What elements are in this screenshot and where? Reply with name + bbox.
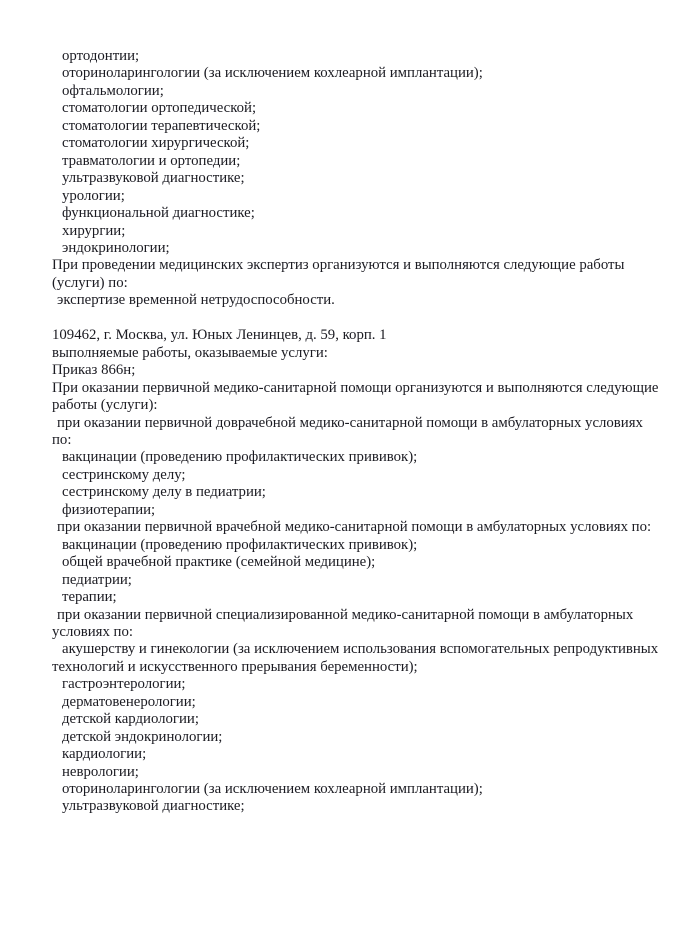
document-line: технологий и искусственного прерывания беременности); [52,658,418,675]
document-line: терапии; [62,589,117,606]
document-line: ультразвуковой диагностике; [62,798,245,815]
document-line: оториноларингологии (за исключением кохлеарной имплантации); [62,65,483,82]
document-line: ультразвуковой диагностике; [62,170,245,187]
document-line: сестринскому делу; [62,466,186,483]
document-line: неврологии; [62,763,139,780]
document-line: урологии; [62,187,125,204]
document-line: оториноларингологии (за исключением кохлеарной имплантации); [62,781,483,798]
document-line: общей врачебной практике (семейной медицине); [62,554,376,571]
document-line [52,310,671,327]
document-line: вакцинации (проведению профилактических прививок); [62,449,418,466]
document-line: физиотерапии; [62,501,156,518]
document-line: 109462, г. Москва, ул. Юных Ленинцев, д. 59, корп. 1 [52,327,387,344]
document-line: При оказании первичной медико-санитарной помощи организуются и выполняются следующие [52,379,659,396]
document-line: работы (услуги): [52,397,158,414]
document-lines [52,48,671,816]
document-line: гастроэнтерологии; [62,676,186,693]
document-line: функциональной диагностике; [62,205,255,222]
document-line: офтальмологии; [62,82,164,99]
document-line: травматологии и ортопедии; [62,152,241,169]
document-line: вакцинации (проведению профилактических прививок); [62,536,418,553]
document-line: ортодонтии; [62,48,140,64]
document-text-block [52,48,671,816]
document-line: детской эндокринологии; [62,728,223,745]
document-line: стоматологии терапевтической; [62,117,261,134]
document-line: при оказании первичной специализированной медико-санитарной помощи в амбулаторных [57,606,634,623]
document-line: экспертизе временной нетрудоспособности. [57,292,335,309]
document-line: при оказании первичной доврачебной медико-санитарной помощи в амбулаторных условиях [57,414,643,431]
document-line: При проведении медицинских экспертиз организуются и выполняются следующие работы [52,257,625,274]
document-line: детской кардиологии; [62,711,199,728]
document-line: кардиологии; [62,746,147,763]
document-line: акушерству и гинекологии (за исключением использования вспомогательных репродуктивных [62,641,659,658]
document-line: хирургии; [62,222,126,239]
document-line: сестринскому делу в педиатрии; [62,484,266,501]
document-line: Приказ 866н; [52,362,136,379]
document-line: эндокринологии; [62,239,170,256]
document-line: педиатрии; [62,571,132,588]
document-line: условиях по: [52,623,133,640]
document-line: (услуги) по: [52,274,128,291]
document-line: по: [52,431,72,448]
document-line: дерматовенерологии; [62,693,196,710]
document-line: стоматологии хирургической; [62,135,250,152]
document-line: стоматологии ортопедической; [62,100,257,117]
document-line: при оказании первичной врачебной медико-санитарной помощи в амбулаторных условиях по: [57,519,652,536]
document-line: выполняемые работы, оказываемые услуги: [52,344,328,361]
